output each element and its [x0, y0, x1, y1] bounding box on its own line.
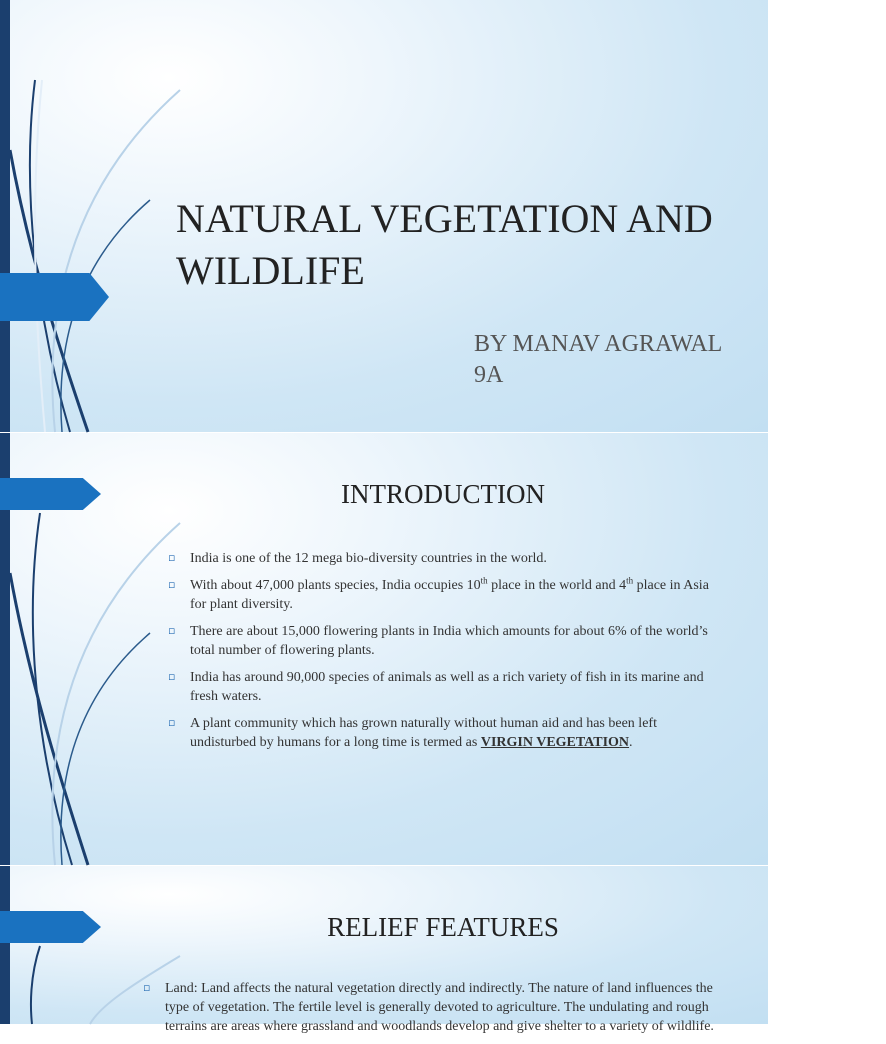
- slide-title-text: NATURAL VEGETATION AND WILDLIFE: [176, 196, 713, 293]
- bullet-item: [168, 622, 724, 660]
- slide-title[interactable]: [0, 0, 768, 432]
- bullet-text: Land: Land affects the natural vegetation directly and indirectly. The nature of land influences the type of vegetation. The fertile level is generally devoted to agriculture. The undulating and rough terrains are areas where grassland and woodlands develop and give shelter to a variety of wildlife.: [165, 981, 714, 1034]
- bullet-text: .: [629, 735, 633, 750]
- curve-dark-1: [10, 573, 88, 865]
- bullet-item: [168, 714, 724, 752]
- bullet-icon: ▫: [168, 624, 176, 637]
- bullet-item: [168, 668, 724, 706]
- bullet-list: [143, 979, 733, 1044]
- bullet-text: There are about 15,000 flowering plants in India which amounts for about 6% of the world’s total number of flowering plants.: [190, 624, 708, 658]
- bullet-text: India has around 90,000 species of animals as well as a rich variety of fish in its marine and fresh waters.: [190, 670, 704, 704]
- emphasized-term: VIRGIN VEGETATION: [480, 735, 630, 750]
- bullet-text: With about 47,000 plants species, India occupies 10: [190, 578, 481, 593]
- slide-relief-features[interactable]: [0, 866, 768, 1034]
- bullet-item: [168, 549, 724, 568]
- superscript: th: [626, 575, 634, 586]
- bullet-icon: ▫: [168, 716, 176, 729]
- decorative-curves: [0, 0, 200, 432]
- bullet-icon: ▫: [168, 670, 176, 683]
- bullet-text: India is one of the 12 mega bio-diversity countries in the world.: [190, 551, 547, 566]
- bullet-text: A plant community which has grown naturally without human aid and has been left undisturbed by humans for a long time is termed as: [190, 716, 657, 750]
- bullet-text: place in the world and 4: [487, 578, 627, 593]
- bullet-list: [168, 549, 724, 760]
- bullet-icon: ▫: [143, 981, 151, 994]
- curve-dark-1: [31, 946, 40, 1024]
- curve-light-2: [61, 633, 150, 865]
- slide-heading: INTRODUCTION: [341, 479, 545, 509]
- arrow-tab: [0, 273, 109, 321]
- bullet-item: [143, 979, 733, 1036]
- slide-subtitle: BY MANAV AGRAWAL 9A: [474, 331, 722, 388]
- left-accent-bar: [0, 0, 10, 432]
- curve-light-3: [35, 80, 45, 432]
- left-accent-bar: [0, 866, 10, 1024]
- bullet-icon: ▫: [168, 551, 176, 564]
- slide-introduction[interactable]: [0, 433, 768, 865]
- superscript: th: [480, 575, 488, 586]
- bullet-item: [168, 576, 724, 614]
- slide-heading: RELIEF FEATURES: [327, 912, 559, 942]
- bullet-text: place in Asia for plant diversity.: [190, 578, 709, 612]
- bullet-icon: ▫: [168, 578, 176, 591]
